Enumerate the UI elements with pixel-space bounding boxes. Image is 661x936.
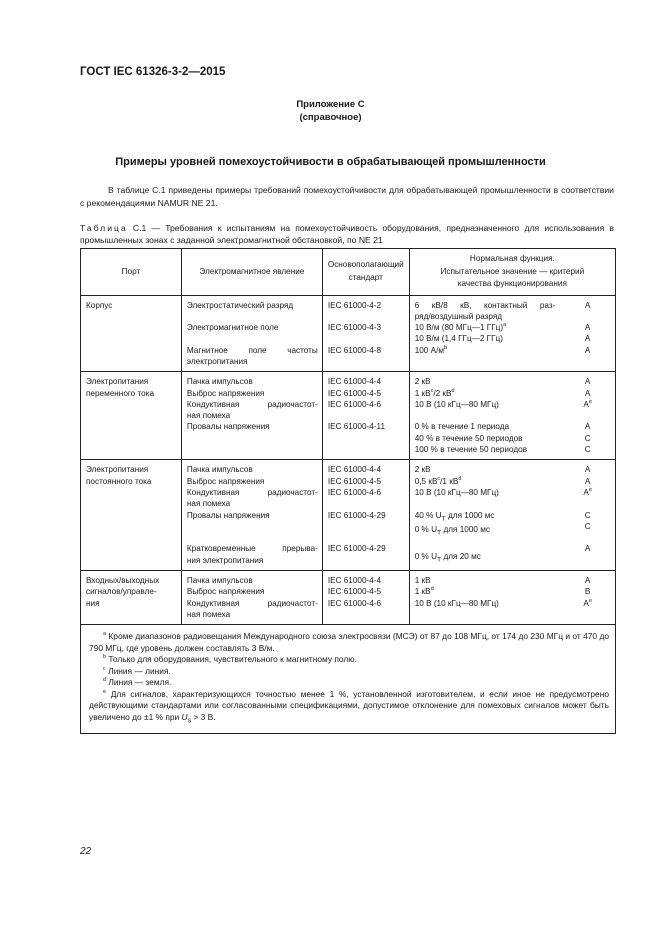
footnotes-cell bbox=[81, 625, 616, 734]
value-text: для 1000 мс bbox=[445, 510, 495, 520]
standard-line: IEC 61000-4-29 bbox=[327, 510, 386, 520]
port-line: Электропитания bbox=[86, 377, 149, 387]
criterion-line: В bbox=[584, 587, 591, 597]
value-line: 10 В (10 кГц—80 МГц) bbox=[414, 399, 499, 409]
footnote-ref: e bbox=[588, 597, 592, 604]
value-text: 1 кВ bbox=[414, 388, 431, 398]
criterion-line: С bbox=[584, 445, 591, 455]
table-caption bbox=[80, 222, 614, 246]
phenomenon-cell bbox=[181, 571, 322, 625]
value-text: для 1000 мс bbox=[441, 525, 490, 535]
port-line: Входных/выходных bbox=[86, 576, 160, 586]
criterion-line: А bbox=[584, 323, 591, 333]
standard-cell bbox=[322, 571, 409, 625]
value-line bbox=[415, 322, 556, 333]
standard-cell bbox=[322, 295, 409, 372]
footnote-ref: e bbox=[588, 486, 592, 493]
phenomenon-line: Электростатический разряд bbox=[186, 300, 294, 310]
value-line: 10 В (10 кГц—80 МГц) bbox=[414, 487, 499, 497]
footnote-a bbox=[89, 631, 609, 654]
criterion-line: С bbox=[584, 433, 591, 443]
footnote-ref: c bbox=[437, 475, 441, 482]
table-caption-label: Таблица bbox=[80, 223, 128, 233]
footnote-mark: c bbox=[103, 665, 106, 672]
criterion-cell bbox=[559, 295, 615, 372]
subscript: T bbox=[437, 556, 442, 564]
criterion-line bbox=[564, 598, 611, 609]
criterion-line: С bbox=[584, 510, 591, 520]
footnote-ref: d bbox=[451, 387, 455, 394]
phenomenon-line: Кондуктивная радиочастот- bbox=[186, 399, 318, 409]
immunity-table bbox=[80, 248, 616, 734]
port-line: Корпус bbox=[86, 300, 113, 310]
annex-kind: (справочное) bbox=[299, 112, 362, 123]
standard-line: IEC 61000-4-2 bbox=[327, 300, 382, 310]
footnote-text: > 3 В. bbox=[191, 711, 216, 722]
footnote-ref: b bbox=[444, 344, 448, 351]
standard-line: IEC 61000-4-6 bbox=[327, 487, 382, 497]
standard-line: IEC 61000-4-6 bbox=[327, 598, 382, 608]
phenomenon-line: Магнитное поле частоты bbox=[186, 345, 318, 355]
phenomenon-line: Кондуктивная радиочастот- bbox=[186, 487, 318, 497]
value-line: 1 кВ bbox=[414, 576, 431, 586]
value-text: /1 кВ bbox=[440, 476, 459, 486]
page-number: 22 bbox=[80, 846, 92, 857]
criterion-text: А bbox=[583, 399, 589, 409]
value-line bbox=[415, 551, 556, 566]
header-standard-line: стандарт bbox=[348, 272, 383, 282]
footnote-mark: b bbox=[103, 654, 107, 661]
criterion-line: А bbox=[584, 422, 591, 432]
phenomenon-line: Пачка импульсов bbox=[186, 377, 253, 387]
port-line: ния bbox=[86, 598, 100, 608]
phenomenon-cell bbox=[181, 295, 322, 372]
value-text: 0 % U bbox=[414, 551, 437, 561]
footnote-text: Линия — линия. bbox=[105, 665, 171, 676]
footnote-mark: e bbox=[103, 688, 107, 695]
value-text: /2 кВ bbox=[433, 388, 452, 398]
standard-line: IEC 61000-4-4 bbox=[327, 576, 382, 586]
standard-line: IEC 61000-4-29 bbox=[327, 544, 386, 554]
criterion-line: А bbox=[584, 388, 591, 398]
port-cell bbox=[81, 372, 182, 460]
value-line: 0 % в течение 1 периода bbox=[414, 422, 510, 432]
value-text: 40 % U bbox=[414, 510, 442, 520]
section-title: Примеры уровней помехоустойчивости в обрабатывающей промышленности bbox=[115, 156, 546, 168]
value-text: для 20 мс bbox=[441, 551, 481, 561]
footnote-ref: d bbox=[430, 586, 434, 593]
criterion-line: С bbox=[584, 521, 591, 531]
phenomenon-line: Выброс напряжения bbox=[186, 587, 265, 597]
footnote-symbol: U bbox=[181, 711, 188, 722]
phenomenon-line: электропитания bbox=[186, 356, 248, 366]
standard-line: IEC 61000-4-4 bbox=[327, 377, 382, 387]
standard-line: IEC 61000-4-5 bbox=[327, 476, 382, 486]
phenomenon-line: Кондуктивная радиочастот- bbox=[186, 598, 318, 608]
standard-line: IEC 61000-4-8 bbox=[327, 345, 382, 355]
phenomenon-line: Провалы напряжения bbox=[186, 510, 270, 520]
annex-name: Приложение С bbox=[296, 99, 365, 110]
criterion-line: А bbox=[584, 476, 591, 486]
value-line bbox=[415, 510, 556, 525]
standard-line: IEC 61000-4-5 bbox=[327, 587, 382, 597]
criterion-line: А bbox=[584, 576, 591, 586]
value-line bbox=[415, 476, 556, 487]
value-line: 2 кВ bbox=[414, 465, 431, 475]
criterion-line bbox=[564, 487, 611, 498]
phenomenon-line: Выброс напряжения bbox=[186, 476, 265, 486]
port-line: Электропитания bbox=[86, 465, 149, 475]
phenomenon-line: Провалы напряжения bbox=[186, 422, 270, 432]
phenomenon-line: Пачка импульсов bbox=[186, 576, 253, 586]
phenomenon-line: Выброс напряжения bbox=[186, 388, 265, 398]
criterion-line: А bbox=[584, 465, 591, 475]
phenomenon-line: Кратковременные прерыва- bbox=[186, 544, 318, 554]
header-standard bbox=[322, 249, 409, 296]
header-test-value-line: Испытательное значение — критерий bbox=[440, 266, 585, 276]
criterion-line: А bbox=[584, 300, 591, 310]
value-text: 1 кВ bbox=[414, 587, 431, 597]
standard-cell bbox=[322, 460, 409, 571]
phenomenon-line: ная помеха bbox=[186, 411, 231, 421]
phenomenon-cell bbox=[181, 372, 322, 460]
standard-cell bbox=[322, 372, 409, 460]
value-line: 10 В/м (1,4 ГГц—2 ГГц) bbox=[414, 334, 503, 344]
port-cell bbox=[81, 460, 182, 571]
document-code: ГОСТ IEC 61326-3-2—2015 bbox=[80, 66, 226, 78]
subscript: T bbox=[441, 515, 446, 523]
footnote-mark: d bbox=[103, 677, 107, 684]
header-phenomenon: Электромагнитное явление bbox=[181, 249, 322, 296]
phenomenon-line: Пачка импульсов bbox=[186, 465, 253, 475]
value-line: 100 % в течение 50 периодов bbox=[414, 445, 528, 455]
standard-line: IEC 61000-4-11 bbox=[327, 422, 386, 432]
criterion-cell bbox=[559, 460, 615, 571]
value-text: 100 А/м bbox=[414, 345, 445, 355]
value-text: 10 В/м (80 МГц—1 ГГц) bbox=[414, 323, 504, 333]
value-line: ряд/воздушный разряд bbox=[414, 311, 503, 321]
value-text: 0 % U bbox=[414, 525, 437, 535]
header-standard-line: Основополагающий bbox=[327, 260, 404, 270]
value-cell bbox=[409, 460, 559, 571]
criterion-line bbox=[564, 399, 611, 410]
port-line: постоянного тока bbox=[86, 476, 152, 486]
criterion-cell bbox=[559, 372, 615, 460]
subscript: s bbox=[187, 717, 192, 725]
standard-line: IEC 61000-4-5 bbox=[327, 388, 382, 398]
header-test-value-line: Нормальная функция. bbox=[469, 254, 555, 263]
value-cell bbox=[409, 295, 559, 372]
footnote-d bbox=[89, 677, 609, 689]
header-port: Порт bbox=[81, 249, 182, 296]
phenomenon-line: ния электропитания bbox=[186, 555, 264, 565]
criterion-line: А bbox=[584, 334, 591, 344]
value-line: 40 % в течение 50 периодов bbox=[414, 433, 523, 443]
header-test-value bbox=[409, 249, 615, 296]
footnote-c bbox=[89, 666, 609, 678]
criterion-text: А bbox=[583, 487, 589, 497]
value-line bbox=[415, 345, 556, 356]
port-line: сигналов/управле- bbox=[86, 587, 157, 597]
header-test-value-line: качества функционирования bbox=[457, 279, 567, 288]
footnote-mark: a bbox=[103, 631, 107, 638]
standard-line: IEC 61000-4-3 bbox=[327, 323, 382, 333]
table-caption-text: С.1 — Требования к испытаниям на помехоустойчивость оборудования, предназначенного для использования в промышленных зонах с заданной электромагнитной обстановкой, по NE 21 bbox=[80, 223, 614, 245]
subscript: T bbox=[437, 530, 442, 538]
port-cell bbox=[81, 295, 182, 372]
annex-heading bbox=[0, 98, 661, 124]
footnote-ref: e bbox=[588, 398, 592, 405]
intro-paragraph: В таблице С.1 приведены примеры требований помехоустойчивости для обрабатывающей промышленности в соответствии с рекомендациями NAMUR NE 21. bbox=[80, 185, 614, 208]
value-cell bbox=[409, 571, 559, 625]
footnote-text: Кроме диапазонов радиовещания Международного союза электросвязи (МСЭ) от 87 до 108 МГц, от 174 до 230 МГц и от 470 до 790 МГц, где уровень должен составлять 3 В/м. bbox=[89, 631, 609, 653]
value-line bbox=[415, 524, 556, 539]
phenomenon-line: ная помеха bbox=[186, 499, 231, 509]
table-row-dc-power bbox=[81, 460, 616, 571]
criterion-line: А bbox=[584, 345, 591, 355]
value-line bbox=[415, 586, 556, 597]
value-text: 0,5 кВ bbox=[414, 476, 438, 486]
value-line: 2 кВ bbox=[414, 377, 431, 387]
table-footnotes-row bbox=[81, 625, 616, 734]
phenomenon-line: ная помеха bbox=[186, 609, 231, 619]
footnote-e bbox=[89, 689, 609, 727]
criterion-line: А bbox=[584, 377, 591, 387]
value-line bbox=[415, 388, 556, 399]
table-header-row bbox=[81, 249, 616, 296]
criterion-cell bbox=[559, 571, 615, 625]
footnote-ref: c bbox=[430, 387, 434, 394]
port-cell bbox=[81, 571, 182, 625]
phenomenon-cell bbox=[181, 460, 322, 571]
table-row-enclosure bbox=[81, 295, 616, 372]
value-line: 10 В (10 кГц—80 МГц) bbox=[414, 598, 499, 608]
footnote-ref: d bbox=[458, 475, 462, 482]
footnote-b bbox=[89, 654, 609, 666]
port-line: переменного тока bbox=[86, 388, 155, 398]
footnote-text: Линия — земля. bbox=[106, 677, 172, 688]
criterion-line: А bbox=[584, 544, 591, 554]
value-line: 6 кВ/8 кВ, контактный раз- bbox=[414, 300, 556, 310]
table-row-io-signals bbox=[81, 571, 616, 625]
standard-line: IEC 61000-4-6 bbox=[327, 399, 382, 409]
footnote-ref: a bbox=[503, 322, 507, 329]
criterion-text: А bbox=[583, 598, 589, 608]
table-row-ac-power bbox=[81, 372, 616, 460]
footnote-text: Для сигналов, характеризующихся точностью менее 1 %, установленной изготовителем, и если иное не предусмотрено действующими стандартами или согласованными спецификациями, допустимое отклонение для помеховых сигналов может быть увеличено до ±1 % при bbox=[89, 688, 609, 722]
standard-line: IEC 61000-4-4 bbox=[327, 465, 382, 475]
value-cell bbox=[409, 372, 559, 460]
phenomenon-line: Электромагнитное поле bbox=[186, 323, 279, 333]
footnote-text: Только для оборудования, чувствительного к магнитному полю. bbox=[106, 654, 357, 665]
